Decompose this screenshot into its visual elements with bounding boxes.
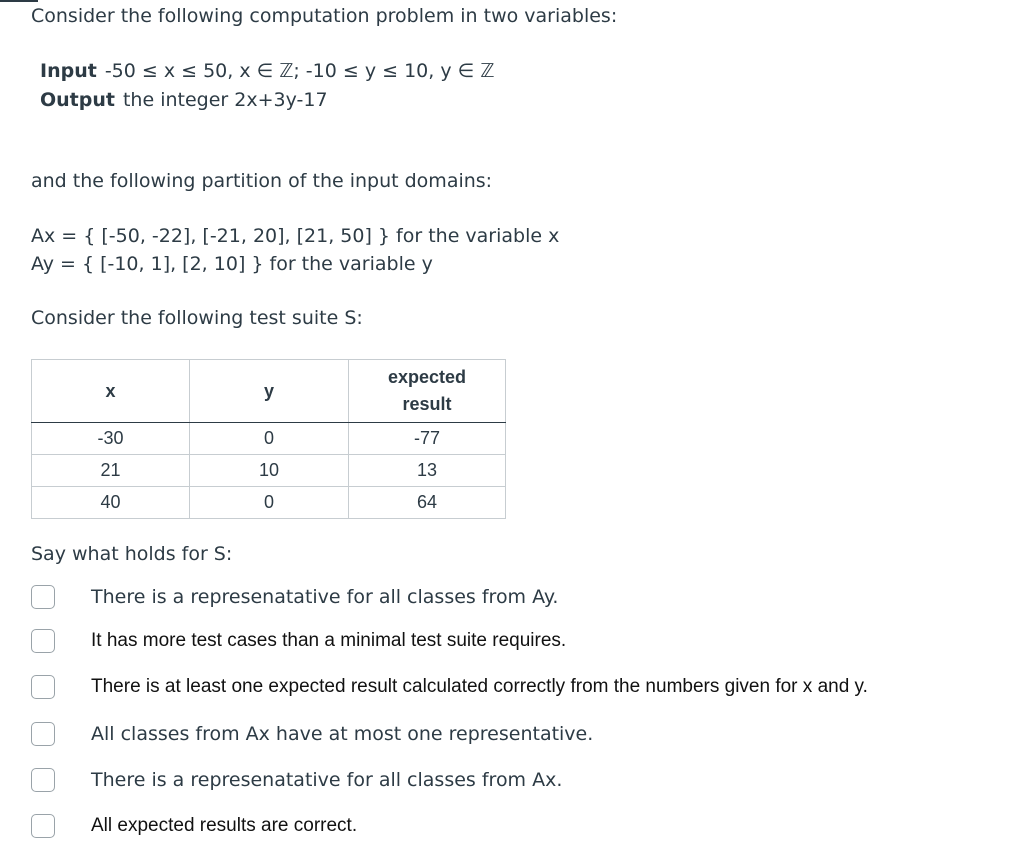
partition-intro: and the following partition of the input domains: (31, 170, 493, 192)
header-expected-result (349, 360, 506, 423)
option-checkbox[interactable] (31, 722, 55, 746)
header-x: x (32, 360, 190, 423)
option-checkbox[interactable] (31, 814, 55, 838)
cell-result: 64 (349, 487, 506, 519)
input-label: Input (40, 60, 97, 82)
cell-x: 40 (32, 487, 190, 519)
suite-intro: Consider the following test suite S: (31, 307, 363, 329)
table-row (32, 455, 506, 487)
header-expected-line1: expected (387, 367, 467, 387)
header-expected-line2: result (402, 394, 452, 414)
output-label: Output (40, 89, 115, 111)
say-prompt: Say what holds for S: (31, 543, 233, 565)
cell-result: -77 (349, 423, 506, 455)
option-label[interactable]: All classes from Ax have at most one representative. (91, 723, 594, 745)
option-checkbox[interactable] (31, 675, 55, 699)
ax-partition: Ax = { [-50, -22], [-21, 20], [21, 50] } for the variable x (31, 225, 560, 247)
input-text: -50 ≤ x ≤ 50, x ∈ ℤ; -10 ≤ y ≤ 10, y ∈ ℤ (104, 60, 495, 82)
option-3[interactable] (31, 720, 1021, 750)
input-spec (40, 60, 494, 82)
cell-result: 13 (349, 455, 506, 487)
output-spec (40, 89, 328, 111)
option-label[interactable]: There is a represenatative for all classes from Ay. (91, 586, 559, 608)
option-4[interactable] (31, 766, 1021, 796)
header-y: y (190, 360, 349, 423)
cell-y: 0 (190, 487, 349, 519)
option-5[interactable] (31, 812, 1021, 842)
option-label[interactable]: There is at least one expected result calculated correctly from the numbers given for x and y. (91, 676, 868, 697)
table-row (32, 487, 506, 519)
cell-y: 10 (190, 455, 349, 487)
cell-x: 21 (32, 455, 190, 487)
option-0[interactable] (31, 583, 1021, 613)
option-1[interactable] (31, 627, 1021, 657)
table-row (32, 423, 506, 455)
test-suite-table (31, 359, 506, 519)
output-text: the integer 2x+3y-17 (122, 89, 328, 111)
table-header-row (32, 360, 506, 423)
ay-partition: Ay = { [-10, 1], [2, 10] } for the variable y (31, 253, 433, 275)
option-checkbox[interactable] (31, 585, 55, 609)
option-label[interactable]: There is a represenatative for all classes from Ax. (91, 769, 563, 791)
option-2[interactable] (31, 673, 1021, 703)
option-checkbox[interactable] (31, 629, 55, 653)
cell-y: 0 (190, 423, 349, 455)
problem-intro: Consider the following computation problem in two variables: (31, 5, 618, 27)
option-label[interactable]: It has more test cases than a minimal test suite requires. (91, 630, 567, 651)
option-label[interactable]: All expected results are correct. (91, 815, 358, 836)
option-checkbox[interactable] (31, 768, 55, 792)
top-rule (0, 0, 38, 2)
cell-x: -30 (32, 423, 190, 455)
